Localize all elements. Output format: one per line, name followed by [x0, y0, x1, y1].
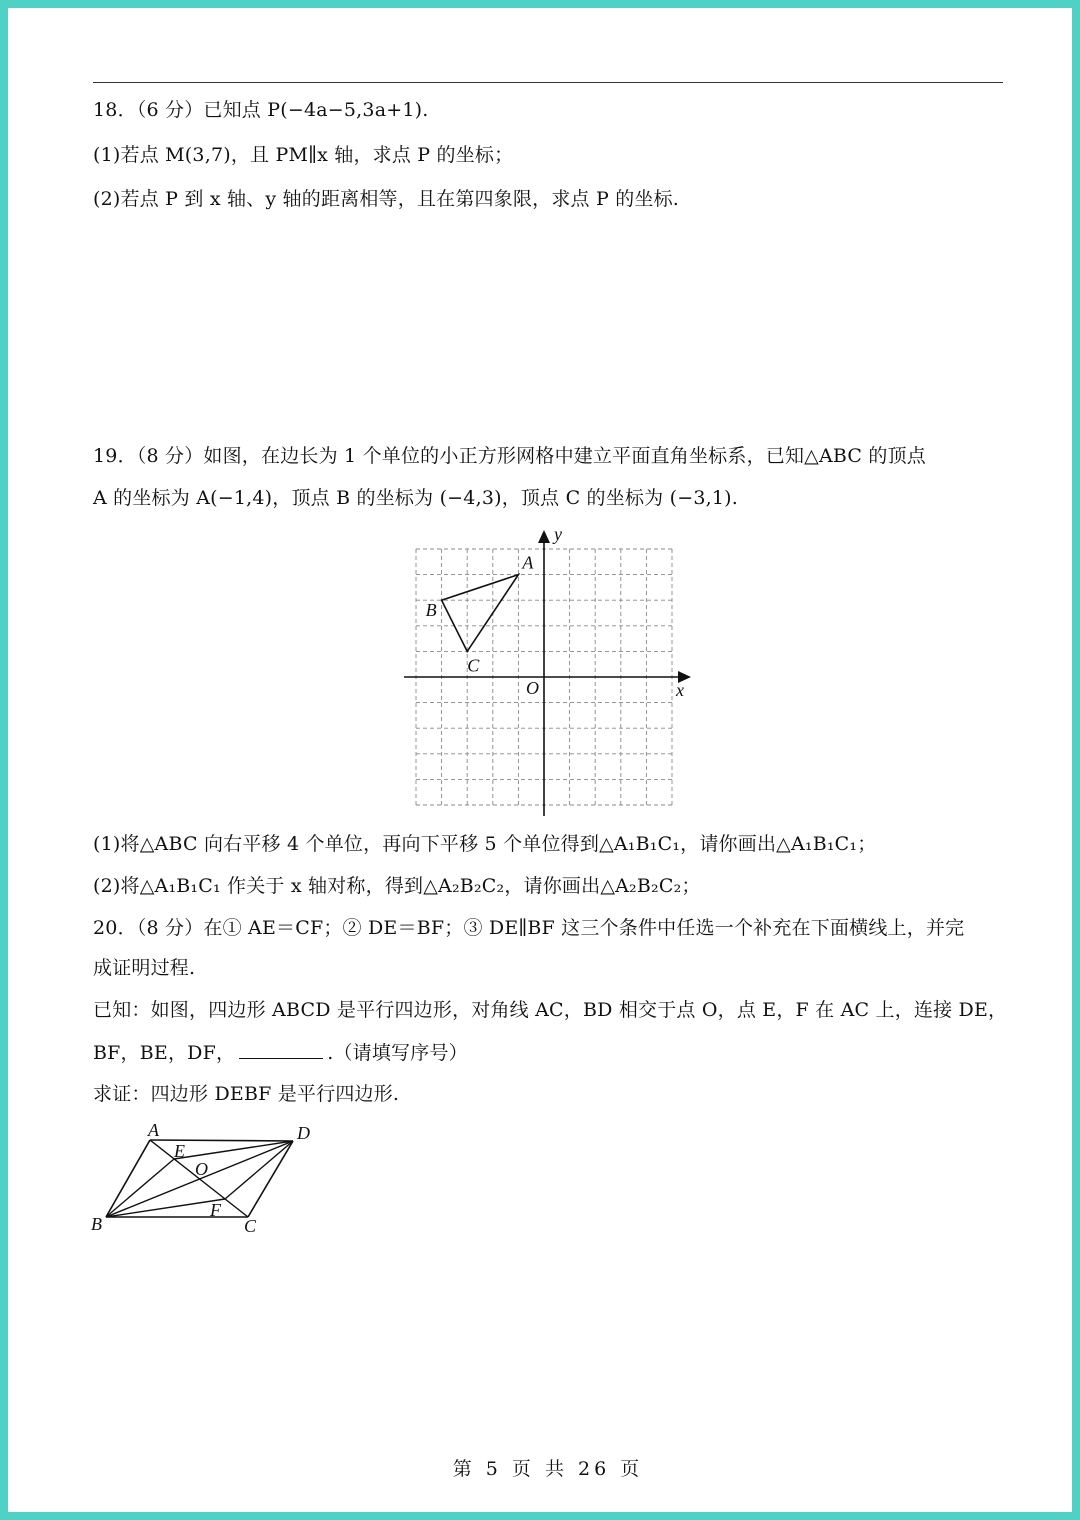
q19-part1: (1)将△ABC 向右平移 4 个单位，再向下平移 5 个单位得到△A₁B₁C₁，请你画出△A₁B₁C₁；	[93, 833, 877, 855]
y-axis-label: y	[554, 524, 562, 544]
label-f: F	[210, 1200, 221, 1220]
label-d: D	[297, 1123, 310, 1143]
q20-line4	[93, 1040, 468, 1065]
label-e: E	[174, 1141, 185, 1161]
q18-header: 18．（6 分）已知点 P(−4a−5,3a+1).	[93, 99, 429, 121]
q20-line2: 成证明过程.	[93, 957, 196, 979]
q19-part2: (2)将△A₁B₁C₁ 作关于 x 轴对称，得到△A₂B₂C₂，请你画出△A₂B₂C₂；	[93, 875, 701, 897]
side-ba	[106, 1140, 150, 1217]
q20-line4-after: .（请填写序号）	[327, 1042, 468, 1064]
answer-blank[interactable]	[239, 1040, 323, 1059]
q20-line1: 20．（8 分）在① AE＝CF；② DE＝BF；③ DE∥BF 这三个条件中任选一个补充在下面横线上，并完	[93, 917, 965, 939]
q19-line1: 19．（8 分）如图，在边长为 1 个单位的小正方形网格中建立平面直角坐标系，已知△ABC 的顶点	[93, 445, 926, 467]
label-c: C	[244, 1216, 257, 1236]
q20-line4-before: BF，BE，DF，	[93, 1042, 236, 1064]
side-dc	[248, 1141, 293, 1217]
vertex-label-b: B	[425, 600, 437, 621]
diagonal-bd	[106, 1141, 293, 1217]
q19-line2: A 的坐标为 A(−1,4)，顶点 B 的坐标为 (−4,3)，顶点 C 的坐标为 (−3,1).	[93, 487, 738, 509]
q20-line3: 已知：如图，四边形 ABCD 是平行四边形，对角线 AC，BD 相交于点 O，点 E，F 在 AC 上，连接 DE，	[93, 999, 1008, 1021]
parallelogram-figure	[88, 1120, 328, 1240]
origin-label: O	[526, 678, 539, 698]
label-a: A	[148, 1120, 159, 1140]
q20-line5: 求证：四边形 DEBF 是平行四边形.	[93, 1083, 400, 1105]
page-footer: 第 5 页 共 26 页	[452, 1458, 644, 1480]
y-axis-arrow	[538, 530, 550, 543]
vertex-label-c: C	[467, 655, 480, 676]
vertex-label-a: A	[522, 552, 534, 573]
label-b: B	[91, 1214, 102, 1234]
q18-part2: (2)若点 P 到 x 轴、y 轴的距离相等，且在第四象限，求点 P 的坐标.	[93, 188, 680, 210]
triangle-abc	[442, 575, 519, 652]
header-rule	[93, 82, 1003, 83]
label-o: O	[195, 1159, 208, 1179]
q18-part1: (1)若点 M(3,7)，且 PM∥x 轴，求点 P 的坐标；	[93, 144, 514, 166]
coordinate-grid-figure	[398, 526, 698, 821]
side-ad	[150, 1140, 293, 1141]
x-axis-label: x	[676, 680, 684, 700]
